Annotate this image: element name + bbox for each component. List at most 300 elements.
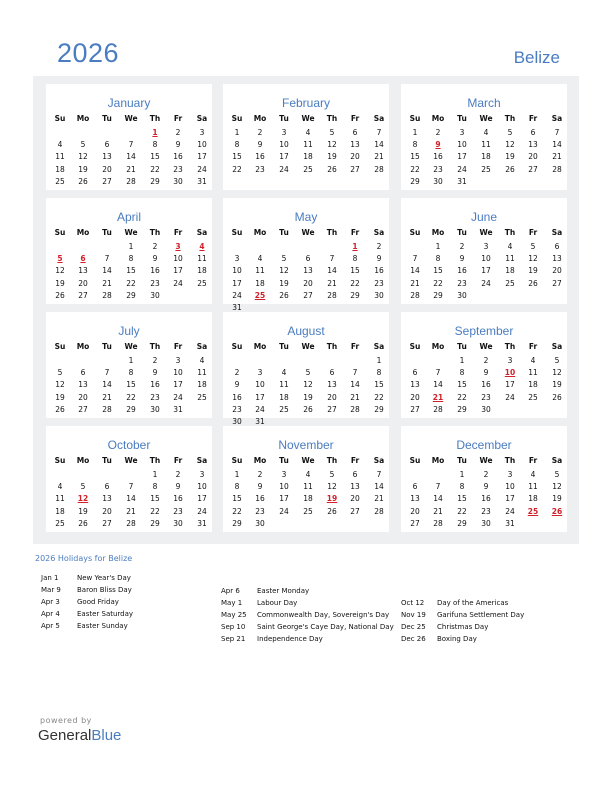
calendar-day: 26 <box>528 278 538 288</box>
calendar-day: 3 <box>507 470 513 479</box>
weekday-header: Th <box>504 228 516 237</box>
calendar-day: 29 <box>232 518 242 528</box>
calendar-day: 15 <box>350 266 360 276</box>
holiday-name: Easter Monday <box>257 587 310 595</box>
calendar-day: 26 <box>55 290 65 300</box>
calendar-day: 24 <box>197 164 207 174</box>
calendar-day: 12 <box>279 266 289 276</box>
weekday-header: Fr <box>350 342 360 351</box>
calendar-day: 29 <box>410 176 420 186</box>
calendar-day: 31 <box>505 518 515 528</box>
calendar-day: 29 <box>150 176 160 186</box>
calendar-day: 5 <box>507 128 513 137</box>
calendar-day: 4 <box>281 368 287 378</box>
weekday-header: Tu <box>102 456 112 465</box>
calendar-day: 30 <box>173 176 183 186</box>
month-january <box>46 84 212 190</box>
weekday-header: Fr <box>528 456 538 465</box>
calendar-day: 23 <box>457 278 467 288</box>
month-february <box>223 84 389 190</box>
holiday-name: Day of the Americas <box>437 599 509 607</box>
calendar-day: 6 <box>104 140 110 150</box>
month-title: August <box>287 324 325 338</box>
weekday-header: Mo <box>253 114 267 123</box>
calendar-day: 13 <box>410 494 420 504</box>
month-december <box>401 426 567 532</box>
calendar-day: 29 <box>457 404 467 414</box>
calendar-day: 17 <box>173 266 183 276</box>
calendar-day: 15 <box>126 266 136 276</box>
calendar-day: 15 <box>150 152 160 162</box>
holiday-date: Apr 4 <box>41 610 60 618</box>
calendar-day: 14 <box>126 152 136 162</box>
weekday-header: Th <box>149 342 161 351</box>
holidays-title: 2026 Holidays for Belize <box>35 554 133 563</box>
holiday-day: 25 <box>254 290 266 300</box>
month-march <box>401 84 567 190</box>
weekday-header: Tu <box>279 342 289 351</box>
holiday-date: Sep 21 <box>221 635 246 643</box>
calendar-day: 30 <box>374 290 384 300</box>
calendar-day: 14 <box>410 266 420 276</box>
holiday-name: Easter Saturday <box>77 610 134 618</box>
weekday-header: Su <box>409 342 421 351</box>
month-title: February <box>281 96 331 110</box>
weekday-header: We <box>124 114 138 123</box>
calendar-day: 28 <box>327 290 337 300</box>
calendar-day: 14 <box>374 482 384 492</box>
calendar-day: 26 <box>505 164 515 174</box>
weekday-header: Su <box>54 228 66 237</box>
holiday-day: 5 <box>57 254 63 264</box>
calendar-day: 26 <box>78 176 88 186</box>
calendar-day: 3 <box>199 470 205 479</box>
calendar-day: 11 <box>505 254 515 264</box>
calendar-day: 1 <box>459 470 465 479</box>
calendar-day: 24 <box>279 164 289 174</box>
calendar-day: 12 <box>55 380 65 390</box>
calendar-day: 11 <box>55 494 65 504</box>
calendar-day: 21 <box>410 278 420 288</box>
calendar-day: 18 <box>303 494 313 504</box>
calendar-day: 27 <box>552 278 562 288</box>
calendar-day: 23 <box>150 392 160 402</box>
calendar-day: 2 <box>152 356 158 365</box>
calendar-day: 24 <box>173 392 183 402</box>
calendar-day: 27 <box>410 404 420 414</box>
weekday-header: Mo <box>76 114 90 123</box>
calendar-day: 15 <box>410 152 420 162</box>
calendar-day: 6 <box>554 242 560 251</box>
calendar-day: 13 <box>102 152 112 162</box>
month-may <box>223 198 389 312</box>
brand-logo[interactable] <box>38 727 121 744</box>
calendar-day: 25 <box>279 404 289 414</box>
calendar-day: 8 <box>152 140 158 150</box>
calendar-day: 28 <box>126 176 136 186</box>
calendar-day: 11 <box>197 254 207 264</box>
calendar-day: 1 <box>376 356 382 365</box>
calendar-day: 6 <box>352 470 358 479</box>
calendar-day: 15 <box>374 380 384 390</box>
calendar-day: 7 <box>376 470 382 479</box>
weekday-header: Sa <box>373 342 385 351</box>
calendar-day: 25 <box>55 176 65 186</box>
calendar-day: 17 <box>505 494 515 504</box>
holiday-day: 25 <box>527 506 539 516</box>
holiday-name: Saint George's Caye Day, National Day <box>257 623 394 631</box>
weekday-header: Tu <box>457 228 467 237</box>
calendar-day: 30 <box>173 518 183 528</box>
calendar-day: 16 <box>232 392 242 402</box>
calendar-day: 24 <box>505 392 515 402</box>
calendar-day: 16 <box>374 266 384 276</box>
calendar-day: 14 <box>433 494 443 504</box>
calendar-day: 27 <box>327 404 337 414</box>
weekday-header: We <box>301 228 315 237</box>
calendar-day: 4 <box>57 140 63 150</box>
holiday-date: Jan 1 <box>41 574 59 582</box>
calendar-day: 30 <box>150 290 160 300</box>
calendar-day: 17 <box>481 266 491 276</box>
calendar-day: 7 <box>554 128 560 137</box>
weekday-header: Mo <box>253 456 267 465</box>
holiday-row <box>221 599 297 607</box>
calendar-day: 31 <box>173 404 183 414</box>
calendar-day: 5 <box>80 140 86 150</box>
month-title: March <box>467 96 501 110</box>
calendar-day: 18 <box>255 278 265 288</box>
weekday-header: Tu <box>102 114 112 123</box>
calendar-day: 10 <box>173 368 183 378</box>
calendar-day: 1 <box>234 470 240 479</box>
calendar-day: 19 <box>78 506 88 516</box>
calendar-day: 25 <box>505 278 515 288</box>
weekday-header: Fr <box>350 456 360 465</box>
holiday-day: 12 <box>77 494 89 504</box>
calendar-day: 20 <box>350 152 360 162</box>
calendar-day: 15 <box>150 494 160 504</box>
holiday-row <box>41 574 131 582</box>
weekday-header: We <box>301 342 315 351</box>
calendar-day: 6 <box>104 482 110 492</box>
holiday-name: New Year's Day <box>77 574 131 582</box>
calendar-day: 27 <box>410 518 420 528</box>
calendar-day: 10 <box>197 140 207 150</box>
holiday-date: Apr 5 <box>41 622 60 630</box>
calendar-day: 5 <box>80 482 86 492</box>
calendar-day: 30 <box>255 518 265 528</box>
calendar-day: 9 <box>175 482 181 492</box>
calendar-day: 19 <box>552 494 562 504</box>
calendar-day: 22 <box>150 506 160 516</box>
weekday-header: We <box>301 114 315 123</box>
calendar-day: 20 <box>350 494 360 504</box>
weekday-header: Th <box>326 228 338 237</box>
calendar-day: 3 <box>257 368 263 378</box>
calendar-day: 9 <box>257 482 263 492</box>
calendar-day: 21 <box>126 164 136 174</box>
calendar-day: 18 <box>55 164 65 174</box>
holiday-date: May 1 <box>221 599 243 607</box>
calendar-day: 17 <box>279 152 289 162</box>
calendar-day: 30 <box>232 417 242 426</box>
calendar-day: 24 <box>505 506 515 516</box>
calendar-day: 25 <box>528 392 538 402</box>
weekday-header: Th <box>149 114 161 123</box>
calendar-day: 15 <box>232 152 242 162</box>
weekday-header: Sa <box>551 456 563 465</box>
calendar-day: 16 <box>255 152 265 162</box>
calendar-day: 23 <box>255 506 265 516</box>
calendar-day: 17 <box>232 278 242 288</box>
month-november <box>223 426 389 532</box>
month-june <box>401 198 567 304</box>
weekday-header: Sa <box>196 342 208 351</box>
calendar-day: 8 <box>234 482 240 492</box>
calendar-day: 19 <box>505 152 515 162</box>
calendar-day: 22 <box>457 392 467 402</box>
weekday-header: Th <box>326 456 338 465</box>
calendar-day: 15 <box>433 266 443 276</box>
calendar-day: 11 <box>55 152 65 162</box>
calendar-day: 8 <box>128 368 134 378</box>
calendar-day: 10 <box>481 254 491 264</box>
calendar-day: 2 <box>459 242 465 251</box>
calendar-day: 16 <box>173 494 183 504</box>
calendar-day: 16 <box>150 380 160 390</box>
calendar-day: 23 <box>481 392 491 402</box>
calendar-day: 20 <box>327 392 337 402</box>
calendar-day: 29 <box>350 290 360 300</box>
calendar-day: 17 <box>173 380 183 390</box>
calendar-day: 29 <box>433 290 443 300</box>
calendar-day: 2 <box>152 242 158 251</box>
calendar-day: 27 <box>102 518 112 528</box>
weekday-header: Sa <box>551 228 563 237</box>
calendar-day: 28 <box>552 164 562 174</box>
country-title: Belize <box>513 48 560 67</box>
holiday-name: Garifuna Settlement Day <box>437 611 525 619</box>
calendar-day: 6 <box>305 254 311 264</box>
calendar-day: 5 <box>281 254 287 264</box>
calendar-day: 23 <box>255 164 265 174</box>
weekday-header: Mo <box>76 228 90 237</box>
calendar-day: 20 <box>78 392 88 402</box>
weekday-header: We <box>124 228 138 237</box>
calendar-day: 2 <box>175 470 181 479</box>
calendar-day: 22 <box>374 392 384 402</box>
calendar-day: 21 <box>374 152 384 162</box>
calendar-day: 17 <box>197 152 207 162</box>
calendar-day: 28 <box>102 290 112 300</box>
brand-name-general: General <box>38 727 92 744</box>
month-title: June <box>470 210 498 224</box>
calendar-day: 16 <box>457 266 467 276</box>
calendar-day: 3 <box>483 242 489 251</box>
calendar-day: 27 <box>78 290 88 300</box>
weekday-header: Sa <box>373 114 385 123</box>
weekday-header: Su <box>409 228 421 237</box>
holiday-row <box>401 623 488 631</box>
calendar-day: 1 <box>459 356 465 365</box>
calendar-day: 1 <box>234 128 240 137</box>
calendar-day: 17 <box>197 494 207 504</box>
calendar-day: 20 <box>552 266 562 276</box>
calendar-panel <box>33 76 579 544</box>
calendar-day: 20 <box>78 278 88 288</box>
calendar-day: 25 <box>303 164 313 174</box>
calendar-day: 24 <box>232 290 242 300</box>
calendar-day: 11 <box>303 140 313 150</box>
calendar-day: 18 <box>528 494 538 504</box>
calendar-day: 22 <box>126 278 136 288</box>
weekday-header: We <box>124 456 138 465</box>
calendar-day: 3 <box>281 470 287 479</box>
calendar-day: 20 <box>410 392 420 402</box>
calendar-day: 7 <box>104 368 110 378</box>
calendar-day: 14 <box>374 140 384 150</box>
calendar-day: 13 <box>327 380 337 390</box>
calendar-day: 17 <box>255 392 265 402</box>
weekday-header: Su <box>231 342 243 351</box>
calendar-day: 6 <box>80 368 86 378</box>
calendar-day: 23 <box>150 278 160 288</box>
calendar-day: 20 <box>410 506 420 516</box>
calendar-day: 7 <box>435 368 441 378</box>
calendar-day: 11 <box>255 266 265 276</box>
calendar-day: 20 <box>528 152 538 162</box>
calendar-day: 25 <box>55 518 65 528</box>
calendar-day: 15 <box>232 494 242 504</box>
calendar-day: 2 <box>257 128 263 137</box>
calendar-day: 8 <box>128 254 134 264</box>
holiday-row <box>41 610 133 618</box>
calendar-day: 12 <box>327 482 337 492</box>
month-title: May <box>294 210 318 224</box>
calendar-day: 13 <box>350 140 360 150</box>
holiday-name: Boxing Day <box>437 635 477 643</box>
calendar-day: 10 <box>457 140 467 150</box>
calendar-day: 12 <box>528 254 538 264</box>
holiday-row <box>41 586 132 594</box>
weekday-header: Fr <box>173 114 183 123</box>
calendar-day: 12 <box>55 266 65 276</box>
weekday-header: Su <box>54 342 66 351</box>
calendar-day: 28 <box>102 404 112 414</box>
calendar-day: 3 <box>175 356 181 365</box>
calendar-day: 11 <box>528 482 538 492</box>
calendar-day: 30 <box>481 518 491 528</box>
calendar-day: 27 <box>102 176 112 186</box>
calendar-day: 5 <box>530 242 536 251</box>
weekday-header: Sa <box>196 114 208 123</box>
calendar-day: 23 <box>173 506 183 516</box>
holiday-row <box>221 587 309 595</box>
weekday-header: Sa <box>551 342 563 351</box>
calendar-day: 27 <box>350 506 360 516</box>
calendar-day: 26 <box>327 164 337 174</box>
weekday-header: Mo <box>76 456 90 465</box>
calendar-day: 28 <box>433 518 443 528</box>
weekday-header: Tu <box>457 114 467 123</box>
calendar-day: 8 <box>234 140 240 150</box>
calendar-day: 1 <box>152 470 158 479</box>
calendar-day: 19 <box>552 380 562 390</box>
calendar-day: 21 <box>350 392 360 402</box>
calendar-day: 22 <box>232 506 242 516</box>
calendar-day: 10 <box>197 482 207 492</box>
calendar-day: 4 <box>257 254 263 264</box>
holiday-row <box>41 598 119 606</box>
weekday-header: Th <box>149 456 161 465</box>
holiday-row <box>221 623 394 631</box>
calendar-day: 26 <box>327 506 337 516</box>
calendar-day: 29 <box>374 404 384 414</box>
weekday-header: Th <box>149 228 161 237</box>
weekday-header: Fr <box>528 228 538 237</box>
calendar-day: 20 <box>102 164 112 174</box>
weekday-header: Sa <box>196 228 208 237</box>
weekday-header: Th <box>326 342 338 351</box>
calendar-day: 4 <box>530 470 536 479</box>
calendar-day: 1 <box>435 242 441 251</box>
holiday-date: Nov 19 <box>401 611 426 619</box>
calendar-day: 9 <box>483 482 489 492</box>
calendar-day: 24 <box>197 506 207 516</box>
calendar-day: 29 <box>150 518 160 528</box>
weekday-header: Th <box>504 456 516 465</box>
calendar-day: 6 <box>352 128 358 137</box>
calendar-day: 19 <box>279 278 289 288</box>
weekday-header: We <box>124 342 138 351</box>
month-title: November <box>278 438 334 452</box>
holiday-name: Christmas Day <box>437 623 489 631</box>
calendar-day: 5 <box>554 356 560 365</box>
calendar-day: 20 <box>102 506 112 516</box>
calendar-day: 6 <box>530 128 536 137</box>
weekday-header: Su <box>54 114 66 123</box>
calendar-day: 14 <box>126 494 136 504</box>
holiday-day: 1 <box>152 128 158 137</box>
calendar-day: 2 <box>376 242 382 251</box>
calendar-day: 28 <box>350 404 360 414</box>
holiday-day: 4 <box>199 242 205 251</box>
holiday-day: 3 <box>175 242 181 251</box>
calendar-day: 31 <box>232 303 242 312</box>
weekday-header: Mo <box>431 456 445 465</box>
calendar-day: 11 <box>528 368 538 378</box>
calendar-day: 29 <box>457 518 467 528</box>
calendar-day: 19 <box>78 164 88 174</box>
calendar-day: 30 <box>150 404 160 414</box>
calendar-day: 24 <box>279 506 289 516</box>
calendar-day: 3 <box>234 254 240 264</box>
month-september <box>401 312 567 418</box>
calendar-day: 2 <box>435 128 441 137</box>
calendar-day: 18 <box>197 380 207 390</box>
calendar-day: 21 <box>433 506 443 516</box>
calendar-day: 11 <box>197 368 207 378</box>
holiday-date: Apr 6 <box>221 587 240 595</box>
calendar-day: 15 <box>457 494 467 504</box>
holiday-name: Commonwealth Day, Sovereign's Day <box>257 611 390 619</box>
calendar-day: 8 <box>376 368 382 378</box>
calendar-day: 11 <box>279 380 289 390</box>
month-october <box>46 426 212 532</box>
weekday-header: Tu <box>279 456 289 465</box>
calendar-day: 26 <box>55 404 65 414</box>
